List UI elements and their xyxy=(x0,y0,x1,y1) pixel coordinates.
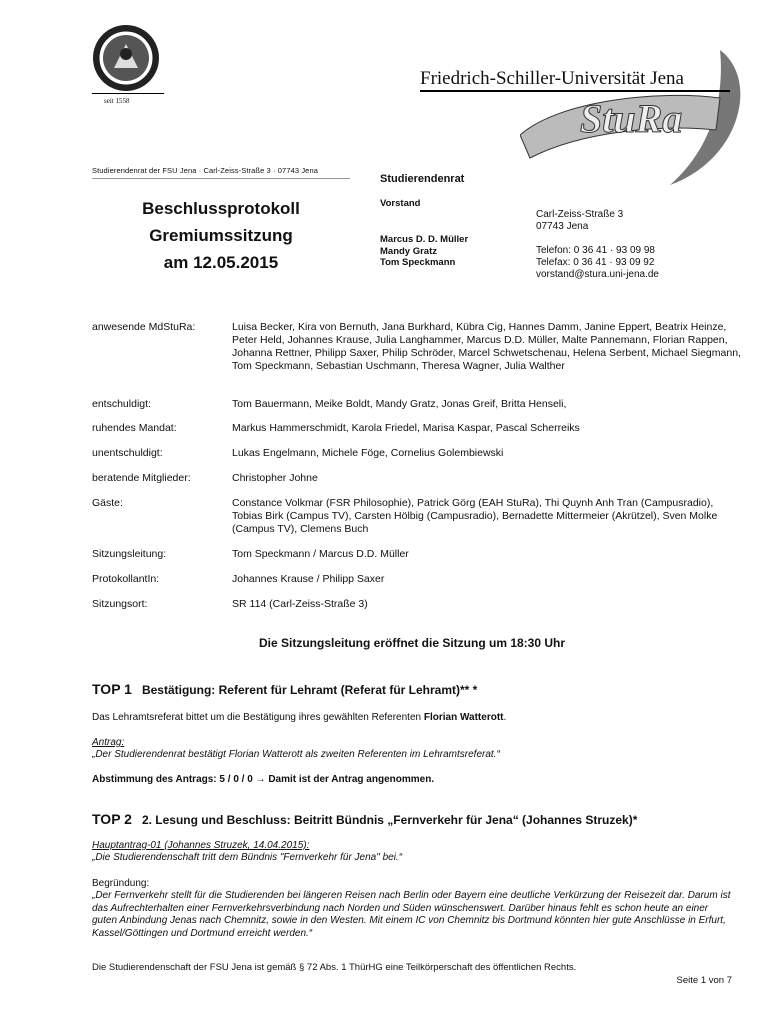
top2-reason-text: „Der Fernverkehr stellt für die Studierenden bei längeren Reisen nach Berlin oder Bayern eine deutliche Verkürzung der Reisezeit dar. Darum ist das Aufrechterhalten einer Fernverkehrsverbindung nach Norden und Süden wünschenswert. Darüber hinaus fehlt es schon heute an einer guten Anbindung Jenas nach Chemnitz, sowie in den Westen. Mit einem IC von Chemnitz bis Dortmund könnten hier gute Anschlüsse in Erfurt, Kassel/Göttingen und Dortmund erreicht werden.“ xyxy=(92,890,731,939)
seal-underline xyxy=(92,93,164,94)
top1-motion-label: Antrag: xyxy=(92,737,125,748)
attendance-value: Markus Hammerschmidt, Karola Friedel, Marisa Kaspar, Pascal Scherreiks xyxy=(232,422,580,434)
org-address xyxy=(536,209,623,233)
sender-rule xyxy=(92,178,350,179)
address-city: 07743 Jena xyxy=(536,221,589,232)
doc-subtitle: Gremiumssitzung xyxy=(149,226,293,245)
attendance-value: Tom Speckmann / Marcus D.D. Müller xyxy=(232,548,409,560)
attendance-label: Sitzungsort: xyxy=(92,598,148,610)
sender-line: Studierendenrat der FSU Jena · Carl-Zeiss-Straße 3 · 07743 Jena xyxy=(92,166,318,175)
top2-motion-label: Hauptantrag-01 (Johannes Struzek, 14.04.2015): xyxy=(92,840,310,851)
top2-reason-label: Begründung: xyxy=(92,878,150,889)
board-members xyxy=(380,234,468,269)
attendance-label: anwesende MdStuRa: xyxy=(92,321,196,333)
top2-number: TOP 2 xyxy=(92,811,132,827)
top1-intro xyxy=(92,712,732,725)
top2-title: 2. Lesung und Beschluss: Beitritt Bündnis „Fernverkehr für Jena“ (Johannes Struzek)* xyxy=(141,813,638,827)
doc-date: am 12.05.2015 xyxy=(163,253,279,272)
phone: Telefon: 0 36 41 · 93 09 98 xyxy=(536,245,655,256)
board-label: Vorstand xyxy=(380,198,421,209)
top1-number: TOP 1 xyxy=(92,681,132,697)
email: vorstand@stura.uni-jena.de xyxy=(536,269,659,280)
seal-caption: seit 1558 xyxy=(104,97,130,105)
address-street: Carl-Zeiss-Straße 3 xyxy=(536,209,624,220)
attendance-value: Tom Bauermann, Meike Boldt, Mandy Gratz, Jonas Greif, Britta Henseli, xyxy=(232,398,567,410)
top2-heading xyxy=(92,811,637,829)
attendance-label: Gäste: xyxy=(92,497,123,509)
attendance-value: Johannes Krause / Philipp Saxer xyxy=(232,573,385,585)
attendance-label: ruhendes Mandat: xyxy=(92,422,177,434)
attendance-value: Constance Volkmar (FSR Philosophie), Patrick Görg (EAH StuRa), Thi Quynh Anh Tran (Campusradio), Tobias Birk (Campus TV), Carsten Hölbig (Campusradio), Bernadette Mittermeier (Akrützel), Sven Molke (Campus TV), Clemens Buch xyxy=(232,497,718,535)
top1-intro-name: Florian Watterott xyxy=(423,712,504,723)
top1-vote: Abstimmung des Antrags: 5 / 0 / 0 → Damit ist der Antrag angenommen. xyxy=(92,774,435,785)
stura-logo-icon xyxy=(520,40,750,190)
opening-statement: Die Sitzungsleitung eröffnet die Sitzung um 18:30 Uhr xyxy=(258,636,566,650)
attendance-label: unentschuldigt: xyxy=(92,447,163,459)
university-name: Friedrich-Schiller-Universität Jena xyxy=(420,68,684,89)
attendance-value: Christopher Johne xyxy=(232,472,318,484)
top1-heading xyxy=(92,681,477,699)
board-member: Marcus D. D. Müller xyxy=(380,234,469,245)
top1-title: Bestätigung: Referent für Lehramt (Referat für Lehramt)** * xyxy=(141,683,478,697)
top1-motion-text: „Der Studierendenrat bestätigt Florian Watterott als zweiten Referenten im Lehramtsreferat.“ xyxy=(92,749,500,760)
top1-intro-text: Das Lehramtsreferat bittet um die Bestätigung ihres gewählten Referenten xyxy=(92,712,424,723)
doc-title: Beschlussprotokoll xyxy=(142,199,300,218)
attendance-label: beratende Mitglieder: xyxy=(92,472,191,484)
attendance-label: Sitzungsleitung: xyxy=(92,548,167,560)
footer-legal: Die Studierendenschaft der FSU Jena ist gemäß § 72 Abs. 1 ThürHG eine Teilkörperschaft des öffentlichen Rechts. xyxy=(92,962,577,973)
board-member: Mandy Gratz xyxy=(380,245,438,257)
top2-motion-text: „Die Studierendenschaft tritt dem Bündnis "Fernverkehr für Jena" bei.“ xyxy=(92,852,403,863)
university-seal-icon xyxy=(92,24,160,92)
org-name: Studierendenrat xyxy=(380,173,465,185)
attendance-value: Lukas Engelmann, Michele Föge, Cornelius Golembiewski xyxy=(232,447,504,459)
university-rule xyxy=(420,90,730,92)
stura-logo-text: StuRa xyxy=(580,96,683,141)
attendance-label: entschuldigt: xyxy=(92,398,151,410)
attendance-value: SR 114 (Carl-Zeiss-Straße 3) xyxy=(232,598,368,610)
top1-intro-end: . xyxy=(503,712,507,723)
fax: Telefax: 0 36 41 · 93 09 92 xyxy=(536,257,655,268)
org-contact xyxy=(536,245,659,281)
attendance-label: ProtokollantIn: xyxy=(92,573,160,585)
board-member: Tom Speckmann xyxy=(380,257,456,268)
attendance-value: Luisa Becker, Kira von Bernuth, Jana Burkhard, Kübra Cig, Hannes Damm, Janine Eppert, Beatrix Heinze, Peter Held, Johannes Krause, Julia Langhammer, Marcus D.D. Müller, Malte Pannemann, Florian Rappen, Johanna Rettner, Philipp Saxer, Philip Schröder, Marcel Schwetschenau, Helena Serbent, Michael Siegmann, Tom Speckmann, Sebastian Uschmann, Theresa Wagner, Julia Walther xyxy=(232,321,741,372)
page-number: Seite 1 von 7 xyxy=(676,975,732,986)
